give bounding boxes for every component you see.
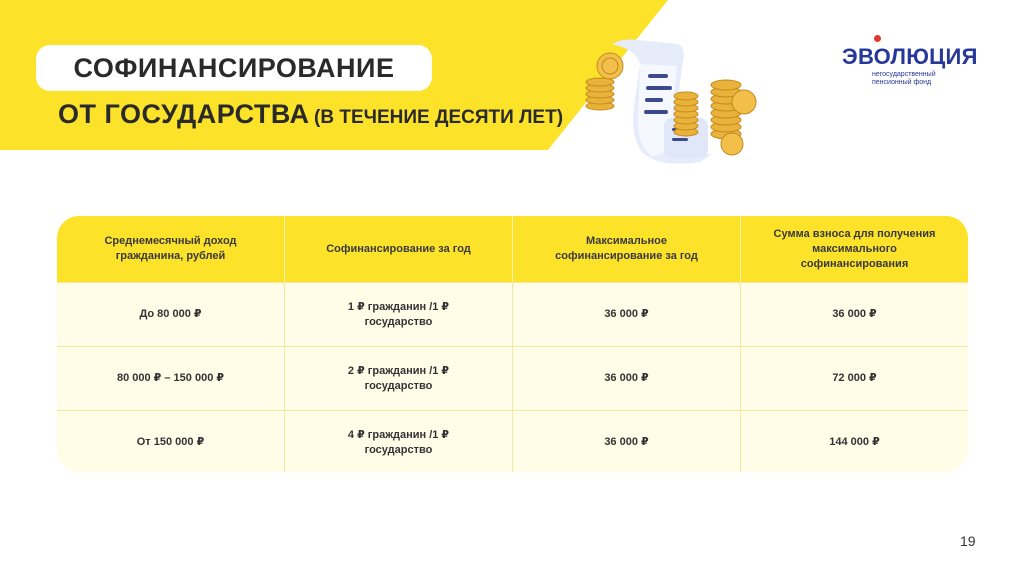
logo-dot-icon — [874, 35, 881, 42]
table-cell: 36 000 ₽ — [512, 411, 740, 472]
cofinancing-table — [57, 216, 968, 472]
table-cell: 80 000 ₽ – 150 000 ₽ — [116, 372, 225, 384]
page-title — [36, 45, 432, 91]
table-cell: 36 000 ₽ — [512, 283, 740, 346]
logo-tagline-line-2: пенсионный фонд — [872, 79, 932, 86]
table-row — [57, 282, 968, 346]
header-cell-income: Среднемесячный доход гражданина, рублей — [104, 235, 237, 262]
table-cell: 36 000 ₽ — [512, 347, 740, 410]
document-with-coins-illustration — [582, 36, 772, 168]
table-cell: 72 000 ₽ — [740, 347, 968, 410]
page-number: 19 — [960, 533, 976, 549]
page-subtitle — [58, 99, 563, 130]
header-cell-cofinancing: Софинансирование за год — [284, 216, 512, 282]
table-cell: 2 ₽ гражданин /1 ₽ государство — [284, 347, 512, 410]
table-cell: 1 ₽ гражданин /1 ₽ государство — [284, 283, 512, 346]
header-cell-max-cofinancing: Максимальное софинансирование за год — [512, 216, 740, 282]
table-cell: 36 000 ₽ — [740, 283, 968, 346]
header-cell-contribution: Сумма взноса для получения максимального софинансирования — [740, 216, 968, 282]
logo-tagline — [872, 71, 992, 87]
evolution-logo — [842, 45, 992, 91]
table-cell: 4 ₽ гражданин /1 ₽ государство — [284, 411, 512, 472]
table-row — [57, 410, 968, 472]
title-text: СОФИНАНСИРОВАНИЕ — [73, 52, 395, 83]
logo-name — [842, 45, 992, 69]
logo-name-text: ЭВОЛЮЦИЯ — [842, 44, 978, 69]
table-cell: До 80 000 ₽ — [139, 308, 202, 320]
table-cell: 144 000 ₽ — [740, 411, 968, 472]
table-cell: От 150 000 ₽ — [136, 436, 205, 448]
logo-tagline-line-1: негосударственный — [872, 71, 936, 78]
table-row — [57, 346, 968, 410]
subtitle-main: ОТ ГОСУДАРСТВА — [58, 99, 310, 129]
table-header — [57, 216, 968, 282]
subtitle-note: (В ТЕЧЕНИЕ ДЕСЯТИ ЛЕТ) — [314, 107, 564, 128]
